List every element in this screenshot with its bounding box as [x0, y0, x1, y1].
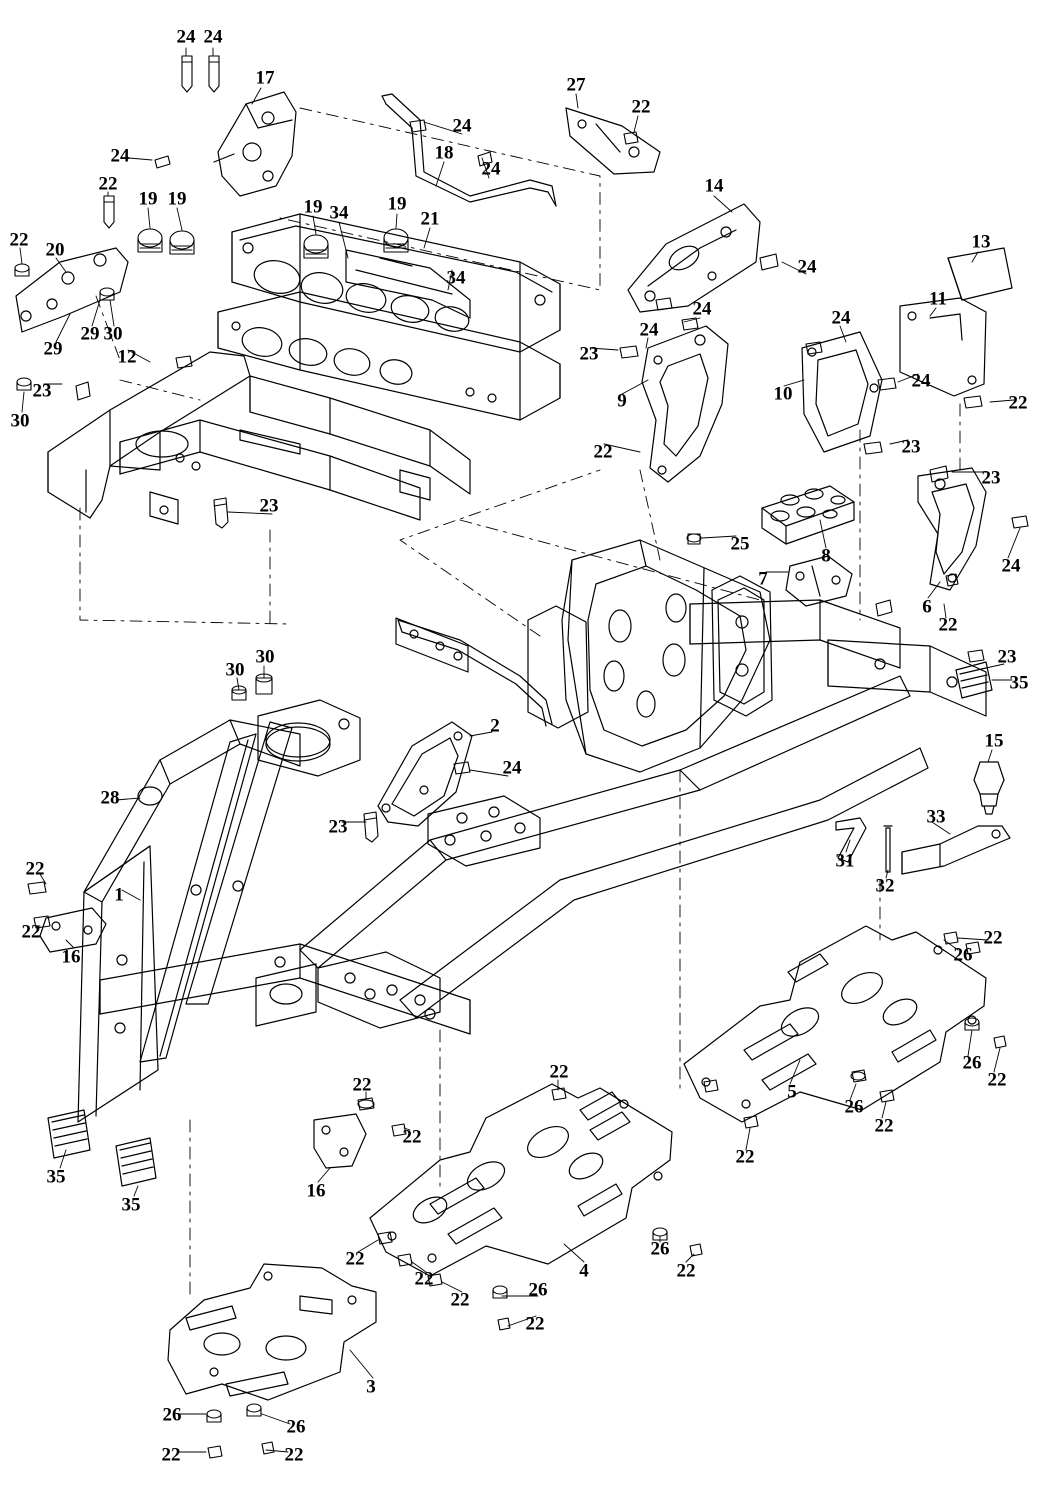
- callout-number: 8: [821, 545, 831, 567]
- callout-number: 4: [579, 1260, 589, 1282]
- callout-number: 23: [328, 816, 348, 838]
- part-16-bracket-left: [40, 908, 106, 952]
- callout-number: 32: [875, 875, 895, 897]
- callout-number: 24: [831, 307, 851, 329]
- callout-number: 24: [502, 757, 522, 779]
- callout-number: 30: [10, 410, 30, 432]
- callout-number: 22: [735, 1146, 755, 1168]
- callout-number: 22: [402, 1126, 422, 1148]
- part-5-skid-plate: [684, 926, 986, 1122]
- callout-number: 35: [121, 1194, 141, 1216]
- callout-number: 20: [45, 239, 65, 261]
- callout-number: 23: [901, 436, 921, 458]
- callout-number: 26: [650, 1238, 670, 1260]
- callout-number: 26: [162, 1404, 182, 1426]
- part-17-bracket: [214, 92, 296, 196]
- callout-number: 22: [593, 441, 613, 463]
- callout-number: 23: [32, 380, 52, 402]
- part-33-hitch: [902, 826, 1010, 874]
- callout-number: 6: [922, 596, 932, 618]
- callout-number: 19: [167, 188, 187, 210]
- callout-number: 11: [929, 288, 947, 310]
- part-4-skid-plate: [370, 1084, 672, 1276]
- callout-number: 22: [345, 1248, 365, 1270]
- part-15-plug: [974, 762, 1004, 814]
- callout-number: 21: [420, 208, 440, 230]
- callout-number: 5: [787, 1081, 797, 1103]
- leader-lines: [20, 48, 1020, 1452]
- callout-number: 12: [117, 346, 137, 368]
- part-32-pin: [884, 826, 892, 872]
- part-28-ring: [138, 787, 162, 805]
- callout-number: 22: [98, 173, 118, 195]
- callout-number: 2: [490, 715, 500, 737]
- callout-number: 19: [303, 196, 323, 218]
- callout-number: 31: [835, 850, 855, 872]
- callout-number: 35: [46, 1166, 66, 1188]
- callout-number: 22: [21, 921, 41, 943]
- callout-number: 19: [387, 193, 407, 215]
- callout-number: 23: [579, 343, 599, 365]
- part-20-plate: [16, 248, 128, 332]
- part-7-bracket: [786, 556, 852, 606]
- callout-number: 13: [971, 231, 991, 253]
- callout-number: 19: [138, 188, 158, 210]
- callout-number: 22: [987, 1069, 1007, 1091]
- callout-number: 24: [797, 256, 817, 278]
- callout-number: 3: [366, 1376, 376, 1398]
- callout-number: 26: [844, 1096, 864, 1118]
- callout-number: 24: [911, 370, 931, 392]
- main-frame-group: [78, 540, 986, 1122]
- callout-number: 25: [730, 533, 750, 555]
- callout-number: 22: [938, 614, 958, 636]
- callout-number: 24: [203, 26, 223, 48]
- part-8-plate: [762, 486, 854, 544]
- part-18-tube: [382, 94, 556, 206]
- part-16-bracket-lower: [314, 1114, 366, 1168]
- callout-number: 22: [161, 1444, 181, 1466]
- part-13-cover: [948, 248, 1012, 300]
- callout-number: 26: [953, 944, 973, 966]
- callout-number: 22: [983, 927, 1003, 949]
- callout-number: 17: [255, 67, 275, 89]
- part-10-plate: [802, 332, 882, 452]
- callout-number: 28: [100, 787, 120, 809]
- callout-number: 30: [255, 646, 275, 668]
- callout-number: 22: [284, 1444, 304, 1466]
- callout-number: 22: [1008, 392, 1028, 414]
- part-35-pad-b: [48, 1110, 90, 1158]
- callout-number: 26: [286, 1416, 306, 1438]
- callout-number: 24: [481, 158, 501, 180]
- callout-number: 29: [80, 323, 100, 345]
- callout-number: 22: [450, 1289, 470, 1311]
- callout-number: 22: [25, 858, 45, 880]
- callout-number: 1: [114, 884, 124, 906]
- part-14-bracket: [628, 204, 760, 312]
- callout-number: 15: [984, 730, 1004, 752]
- callout-number: 30: [103, 323, 123, 345]
- callout-number: 22: [352, 1074, 372, 1096]
- part-6-bracket: [918, 468, 986, 590]
- callout-number: 24: [110, 145, 130, 167]
- part-27-bracket: [566, 108, 660, 174]
- callout-number: 23: [981, 467, 1001, 489]
- callout-number: 35: [1009, 672, 1029, 694]
- part-35-pad-c: [116, 1138, 156, 1186]
- callout-number: 10: [773, 383, 793, 405]
- callout-number: 24: [692, 298, 712, 320]
- callout-number: 9: [617, 390, 627, 412]
- callout-number: 24: [452, 115, 472, 137]
- fastener-group: [15, 56, 1028, 1458]
- callout-number: 22: [9, 229, 29, 251]
- part-9-bracket: [642, 326, 728, 482]
- callout-number: 34: [446, 267, 466, 289]
- callout-number: 22: [631, 96, 651, 118]
- callout-number: 14: [704, 175, 724, 197]
- callout-number: 29: [43, 338, 63, 360]
- upper-subframe-group: [45, 214, 560, 524]
- callout-number: 30: [225, 659, 245, 681]
- callout-number: 34: [329, 202, 349, 224]
- callout-number: 22: [549, 1061, 569, 1083]
- callout-number: 33: [926, 806, 946, 828]
- callout-number: 24: [1001, 555, 1021, 577]
- callout-number: 23: [997, 646, 1017, 668]
- callout-number: 22: [874, 1115, 894, 1137]
- callout-number: 7: [758, 568, 768, 590]
- callout-number: 24: [176, 26, 196, 48]
- callout-number: 18: [434, 142, 454, 164]
- callout-number: 22: [525, 1313, 545, 1335]
- callout-number: 16: [61, 946, 81, 968]
- part-3-skid-plate: [168, 1264, 376, 1400]
- callout-number: 26: [528, 1279, 548, 1301]
- callout-number: 16: [306, 1180, 326, 1202]
- callout-number: 22: [676, 1260, 696, 1282]
- callout-number: 24: [639, 319, 659, 341]
- callout-number: 27: [566, 74, 586, 96]
- callout-number: 23: [259, 495, 279, 517]
- callout-number: 26: [962, 1052, 982, 1074]
- callout-number: 22: [414, 1268, 434, 1290]
